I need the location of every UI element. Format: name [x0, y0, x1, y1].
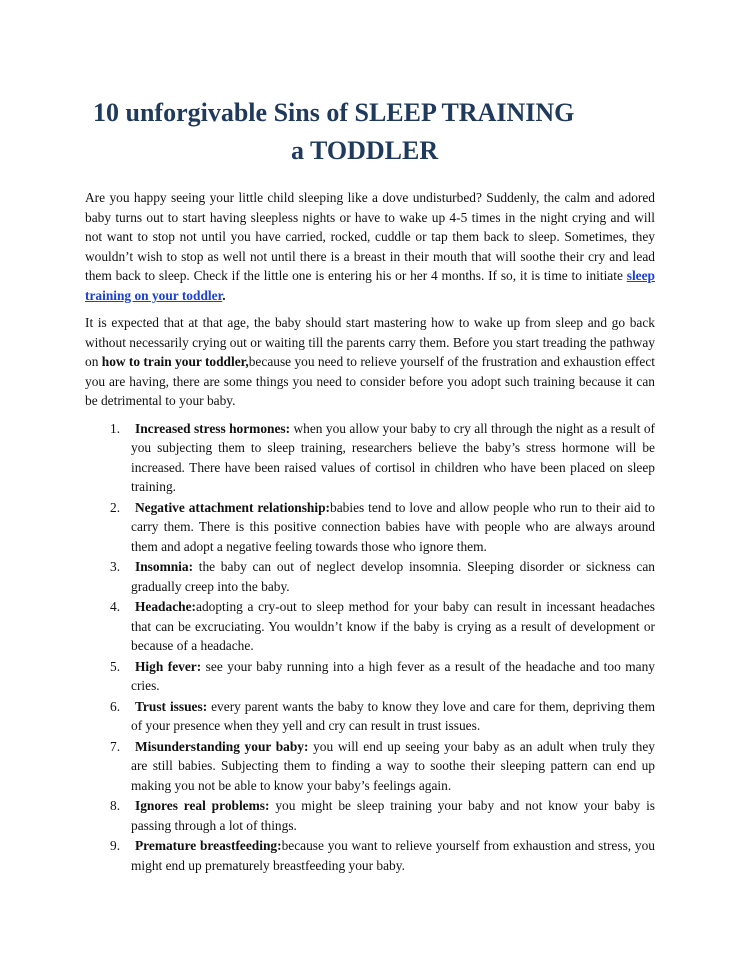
item-number: 4. [110, 599, 121, 614]
list-item [85, 557, 655, 596]
item-term: High fever: [135, 658, 202, 674]
item-term: Misunderstanding your baby: [135, 738, 309, 754]
item-term: Headache: [135, 599, 196, 614]
item-text: because you want to relieve yourself from exhaustion and stress, you might end up prematurely breastfeeding your baby. [131, 838, 655, 873]
item-number: 5. [110, 658, 121, 674]
item-text: when you allow your baby to cry all through the night as a result of you subjecting them to sleep training, researchers believe the baby’s stress hormone will be increased. There have been raised values of cortisol in children who have been placed on sleep training. [131, 420, 655, 494]
intro-paragraph [85, 188, 655, 305]
item-number: 7. [110, 738, 121, 754]
item-text: adopting a cry-out to sleep method for your baby can result in incessant headaches that can be excruciating. You wouldn’t know if the baby is crying as a result of development or because of a headache. [131, 599, 655, 653]
item-term: Trust issues: [135, 698, 208, 714]
title-line-2: a TODDLER [291, 136, 439, 165]
item-text: see your baby running into a high fever as a result of the headache and too many cries. [131, 658, 655, 693]
item-term: Increased stress hormones: [135, 420, 291, 436]
item-text: you will end up seeing your baby as an adult when truly they are still babies. Subjecting them to finding a way to soothe their sleeping pattern can end up making you not be able to know your baby’s feelings again. [131, 738, 655, 793]
list-item [85, 419, 655, 497]
list-item [85, 657, 655, 696]
list-item [85, 796, 655, 835]
item-term: Insomnia: [135, 559, 194, 574]
item-number: 3. [110, 559, 121, 574]
item-number: 8. [110, 798, 121, 813]
sleep-training-link[interactable]: sleep training on your toddler [85, 268, 655, 303]
item-term: Negative attachment relationship: [135, 499, 331, 515]
page-title [0, 94, 741, 170]
list-item [85, 697, 655, 736]
item-number: 9. [110, 838, 121, 853]
item-number: 1. [110, 420, 121, 436]
item-text: the baby can out of neglect develop insomnia. Sleeping disorder or sickness can gradually creep into the baby. [131, 559, 655, 594]
sins-list [85, 419, 655, 876]
intro-text: Are you happy seeing your little child sleeping like a dove undisturbed? Suddenly, the calm and adored baby turns out to start having sleepless nights or have to wake up 4-5 times in the night crying and will not want to stop not until you have carried, rocked, cuddle or tap them back to sleep. Sometimes, they wouldn’t wish to stop as well not until there is a breast in their mouth that will soothe their cry and lead them back to sleep. Check if the little one is entering his or her 4 months. If so, it is time to initiate [85, 190, 655, 283]
list-item [85, 597, 655, 656]
para2-after: because you need to relieve yourself of the frustration and exhaustion effect you are having, there are some things you need to consider before you adopt such training because it can be detrimental to your baby. [85, 354, 655, 408]
list-item [85, 836, 655, 875]
item-term: Premature breastfeeding: [135, 838, 282, 853]
item-number: 6. [110, 698, 121, 714]
item-text: you might be sleep training your baby and not know your baby is passing through a lot of things. [131, 798, 655, 833]
para2-bold: how to train your toddler, [101, 354, 249, 369]
item-number: 2. [110, 499, 121, 515]
title-line-1: 10 unforgivable Sins of SLEEP TRAINING [93, 98, 575, 127]
list-item [85, 498, 655, 557]
para2-before: It is expected that at that age, the baby should start mastering how to wake up from sleep and go back without necessarily crying out or waiting till the parents carry them. Before you start treading the pathway on [85, 315, 655, 369]
item-text: babies tend to love and allow people who run to their aid to carry them. There is this positive connection babies have with people who are always around them and adopt a negative feeling towards those who ignore them. [131, 499, 656, 554]
second-paragraph [85, 313, 655, 411]
item-text: every parent wants the baby to know they love and care for them, depriving them of your presence when they yell and cry can result in trust issues. [131, 698, 655, 733]
article-body [85, 188, 655, 876]
item-term: Ignores real problems: [135, 798, 270, 813]
list-item [85, 737, 655, 796]
intro-end: . [222, 287, 226, 303]
